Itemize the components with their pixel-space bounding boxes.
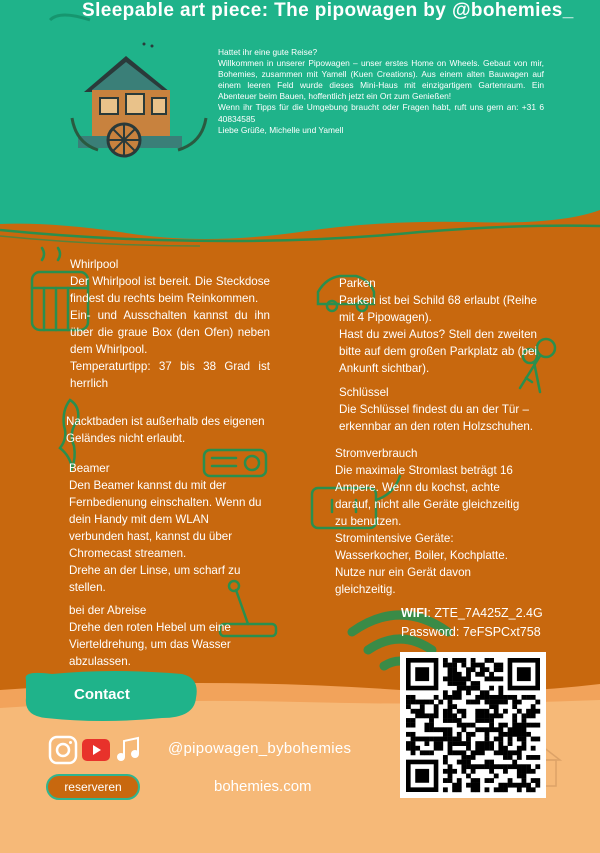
whirlpool-section: Whirlpool Der Whirlpool ist bereit. Die Steckdose findest du rechts beim Reinkommen. Ein- und Ausschalten kannst du ihn über die graue Box (den Ofen) neben dem Whirlpool. Temperaturtipp: 37 bis 38 Grad ist herrlich [70, 258, 270, 390]
wifi-ssid: : ZTE_7A425Z_2.4G [427, 606, 543, 620]
beamer-section: Beamer Den Beamer kannst du mit der Fernbedienung einschalten. Wenn du dein Handy mit dem WLAN verbunden hast, kannst du über Chromecast streamen. Drehe an der Linse, um scharf zu stellen. [69, 462, 262, 594]
reserve-button[interactable]: reserveren [46, 774, 140, 800]
welcome-message: Hattet ihr eine gute Reise? Willkommen in unserer Pipowagen – unser erstes Home on Wheels. Gebaut von mir, Bohemies, zusammen mit Yamell (Kuen Creations). Aus einem alten Bauwagen auf einem leeren Feld wurde dieses Mini-Haus mit einzigartigem Gartenraum. Ein Abenteuer beim Bauen, hoffentlich jetzt ein Ort zum Genießen! Wenn ihr Tipps für die Umgebung braucht oder Fragen habt, ruft uns gern an: +31 6 40834585 Liebe Grüße, Michelle und Yamell [218, 47, 544, 135]
key-section: Schlüssel Die Schlüssel findest du an der Tür – erkennbar an den roten Holzschuhen. [339, 386, 534, 433]
parking-section: Parken Parken ist bei Schild 68 erlaubt (Reihe mit 4 Pipowagen). Hast du zwei Autos? Stell den zweiten bitte auf dem großen Parkplatz ab (bei Ankunft sichtbar). [339, 277, 537, 375]
music-icon[interactable] [114, 735, 144, 765]
qr-code[interactable] [400, 652, 546, 798]
page-title: Sleepable art piece: The pipowagen by @bohemies_ [82, 0, 574, 21]
instagram-icon[interactable] [48, 735, 78, 765]
wifi-info [401, 604, 543, 642]
website-link[interactable]: bohemies.com [214, 778, 312, 795]
wifi-password: Password: 7eFSPCxt758 [401, 625, 541, 639]
social-handle[interactable]: @pipowagen_bybohemies [168, 740, 352, 757]
wifi-label: WIFI [401, 606, 428, 620]
youtube-icon[interactable] [81, 735, 111, 765]
power-section: Stromverbrauch Die maximale Stromlast beträgt 16 Ampere. Wenn du kochst, achte darauf, nicht alle Geräte gleichzeitig zu benutzen. Stromintensive Geräte: Wasserkocher, Boiler, Kochplatte. Nutze nur ein Gerät davon gleichzeitig. [335, 447, 520, 596]
contact-heading: Contact [74, 686, 130, 703]
departure-section: bei der Abreise Drehe den roten Hebel um eine Vierteldrehung, um das Wasser abzulassen. [69, 604, 231, 668]
nude-bathing-note: Nacktbaden ist außerhalb des eigenen Geländes nicht erlaubt. [66, 415, 265, 445]
wifi-network [401, 604, 543, 623]
